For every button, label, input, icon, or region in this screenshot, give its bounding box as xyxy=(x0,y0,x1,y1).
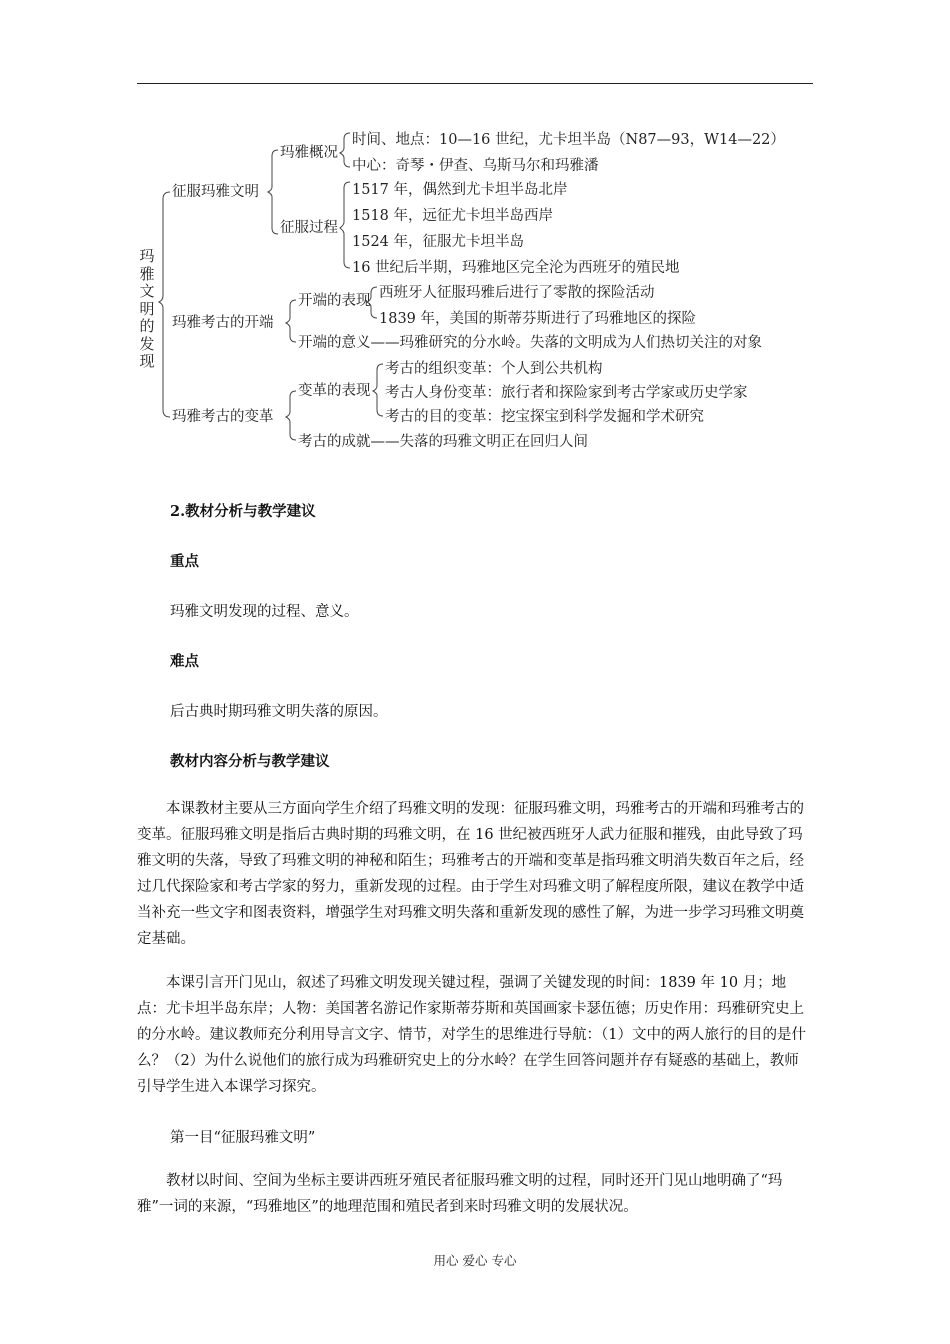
sub-label-reform-forms: 变革的表现 xyxy=(298,383,371,399)
difficulty-text: 后古典时期玛雅文明失落的原因。 xyxy=(170,704,388,720)
paragraph: 教材以时间、空间为坐标主要讲西班牙殖民者征服玛雅文明的过程，同时还开门见山地明确了“玛雅”一词的来源，“玛雅地区”的地理范围和殖民者到来时玛雅文明的发展状况。 xyxy=(137,1173,783,1215)
subsection-title: 第一目“征服玛雅文明” xyxy=(170,1130,316,1146)
process-item: 16 世纪后半期，玛雅地区完全沦为西班牙的殖民地 xyxy=(352,260,680,276)
overview-item: 时间、地点：10—16 世纪，尤卡坦半岛（N87—93，W14—22） xyxy=(352,132,785,148)
analysis-heading: 教材内容分析与教学建议 xyxy=(170,753,330,770)
beginning-item: 西班牙人征服玛雅后进行了零散的探险活动 xyxy=(379,285,655,301)
reform-item: 考古的组织变革：个人到公共机构 xyxy=(385,361,603,377)
concept-diagram xyxy=(0,0,950,470)
reform-item: 考古的目的变革：挖宝探宝到科学发掘和学术研究 xyxy=(385,409,704,425)
paragraph: 本课教材主要从三方面向学生介绍了玛雅文明的发现：征服玛雅文明，玛雅考古的开端和玛雅考古的变革。征服玛雅文明是指后古典时期的玛雅文明，在 16 世纪被西班牙人武力征服和摧残，由此导致了玛雅文明的失落，导致了玛雅文明的神秘和陌生；玛雅考古的开端和变革是指玛雅文明消失数百年之后，经过几代探险家和考古学家的努力，重新发现的过程。由于学生对玛雅文明了解程度所限，建议在教学中适当补充一些文字和图表资料，增强学生对玛雅文明失落和重新发现的感性了解，为进一步学习玛雅文明奠定基础。 xyxy=(137,801,804,947)
difficulty-heading: 难点 xyxy=(170,653,199,670)
key-point-text: 玛雅文明发现的过程、意义。 xyxy=(170,604,359,620)
page-footer: 用心 爱心 专心 xyxy=(433,1253,517,1268)
sub-label-beginning-meaning: 开端的意义——玛雅研究的分水岭。失落的文明成为人们热切关注的对象 xyxy=(298,335,762,351)
diagram-title: 玛 雅 文 明 的 发 现 xyxy=(139,247,155,370)
process-item: 1517 年，偶然到尤卡坦半岛北岸 xyxy=(352,182,568,198)
sub-label-overview: 玛雅概况 xyxy=(280,145,338,161)
reform-item: 考古人身份变革：旅行者和探险家到考古学家或历史学家 xyxy=(385,385,748,401)
sub-label-beginning-forms: 开端的表现 xyxy=(298,293,371,309)
branch-label-conquest: 征服玛雅文明 xyxy=(172,184,259,200)
process-item: 1518 年，远征尤卡坦半岛西岸 xyxy=(352,208,554,224)
branch-label-beginning: 玛雅考古的开端 xyxy=(172,315,274,331)
overview-item: 中心：奇琴・伊查、乌斯马尔和玛雅潘 xyxy=(352,158,599,174)
section-heading: 2.教材分析与教学建议 xyxy=(170,503,316,520)
process-item: 1524 年，征服尤卡坦半岛 xyxy=(352,234,525,250)
branch-label-reform: 玛雅考古的变革 xyxy=(172,409,274,425)
sub-label-reform-achievement: 考古的成就——失落的玛雅文明正在回归人间 xyxy=(298,434,588,450)
key-point-heading: 重点 xyxy=(170,553,199,570)
sub-label-process: 征服过程 xyxy=(280,220,338,236)
paragraph: 本课引言开门见山，叙述了玛雅文明发现关键过程，强调了关键发现的时间：1839 年 10 月；地点：尤卡坦半岛东岸；人物：美国著名游记作家斯蒂芬斯和英国画家卡瑟伍德；历史作用：玛雅研究史上的分水岭。建议教师充分利用导言文字、情节，对学生的思维进行导航：（1）文中的两人旅行的目的是什么？（2）为什么说他们的旅行成为玛雅研究史上的分水岭？在学生回答问题并存有疑惑的基础上，教师引导学生进入本课学习探究。 xyxy=(137,975,806,1095)
beginning-item: 1839 年，美国的斯蒂芬斯进行了玛雅地区的探险 xyxy=(379,311,697,327)
